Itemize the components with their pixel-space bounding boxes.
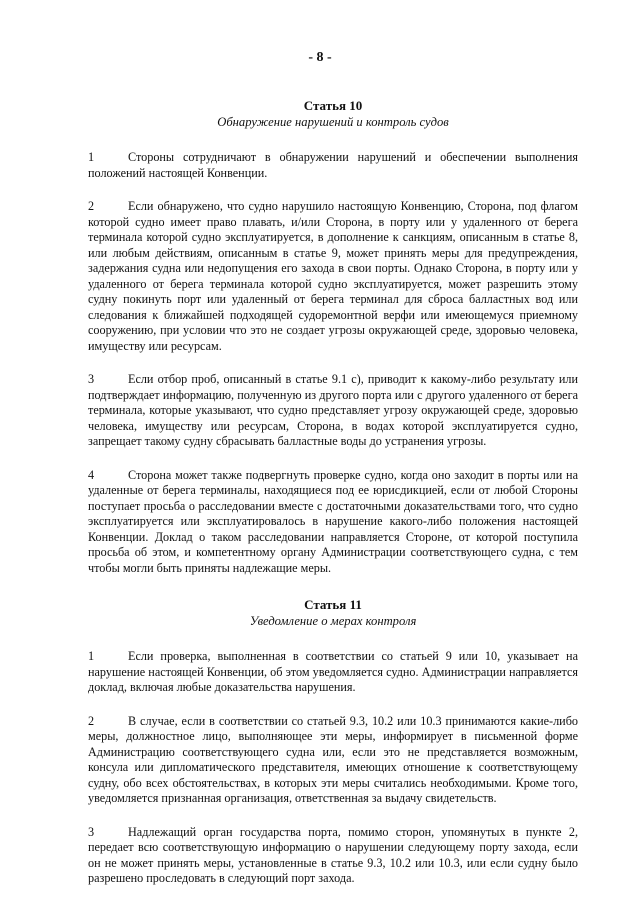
- paragraph-text: Сторона может также подвергнуть проверке судно, когда оно заходит в порты или на удаленные от берега терминалы, находящиеся под ее юрисдикцией, если от любой Стороны поступает просьба о расследовании вместе с достаточными доказательствами того, что судно эксплуатируется или эксплуатировалось в нарушение какого-либо положения настоящей Конвенции. Доклад о таком расследовании направляется Стороне, от которой поступила просьба об этом, и компетентному органу Администрации соответствующего судна, с тем чтобы могли быть приняты надлежащие меры.: [88, 467, 578, 575]
- article-10: [88, 98, 578, 576]
- paragraph: [88, 468, 578, 577]
- document-body: [88, 98, 578, 887]
- paragraph-text: Если проверка, выполненная в соответствии со статьей 9 или 10, указывает на нарушение настоящей Конвенции, об этом уведомляется судно. Администрации направляется доклад, включая любые доказательства нарушения.: [88, 649, 578, 694]
- paragraph-number: 2: [88, 713, 95, 728]
- paragraph-text: Если обнаружено, что судно нарушило настоящую Конвенцию, Сторона, под флагом которой судно имеет право плавать, и/или Сторона, в порту или у удаленного от берега терминала которой судно эксплуатируется, в дополнение к санкциям, описанным в статье 8, или любым действиям, описанным в статье 9, может принять меры для предупреждения, задержания судна или недопущения его захода в свои порты. Однако Сторона, в порту или у удаленного от берега терминала которой судно эксплуатируется, может разрешить этому судну покинуть порт или удаленный от берега терминал для сброса балластных вод или следования к ближайшей подходящей судоремонтной верфи или имеющемуся приемному сооружению, при условии что это не создает угрозы окружающей среде, здоровью человека, имуществу или ресурсам.: [88, 199, 578, 353]
- paragraph-number: 1: [88, 649, 95, 663]
- paragraph-text: Если отбор проб, описанный в статье 9.1 с), приводит к какому-либо результату или подтверждает информацию, полученную из другого порта или с другого удаленного от берега терминала, которые указывают, что судно представляет угрозу окружающей среде, здоровью человека, имуществу или ресурсам, Сторона, в водах которой эксплуатируется судно, запрещает такому судну сбрасывать балластные воды до устранения угрозы.: [88, 372, 578, 448]
- paragraph-number: 4: [88, 467, 95, 482]
- page-number: - 8 -: [308, 50, 332, 65]
- paragraph-text: Стороны сотрудничают в обнаружении нарушений и обеспечении выполнения положений настоящей Конвенции.: [88, 150, 578, 180]
- article-subtitle: Обнаружение нарушений и контроль судов: [217, 114, 449, 129]
- paragraph-text: Надлежащий орган государства порта, помимо сторон, упомянутых в пункте 2, передает всю соответствующую информацию о нарушении следующему порту захода, если он не может принять меры, установленные в статье 9.3, 10.2 или 10.3, или если судну было разрешено проследовать в следующий порт захода.: [88, 824, 578, 885]
- paragraph: [88, 825, 578, 887]
- paragraph: [88, 714, 578, 807]
- paragraph: [88, 649, 578, 696]
- article-subtitle: Уведомление о мерах контроля: [249, 613, 417, 628]
- article-title: Статья 10: [303, 98, 363, 113]
- paragraph-number: 1: [88, 150, 95, 164]
- article-11: [88, 597, 578, 887]
- paragraph: [88, 372, 578, 450]
- paragraph-number: 3: [88, 824, 95, 839]
- paragraph-number: 2: [88, 199, 95, 213]
- paragraph: [88, 150, 578, 181]
- article-title: Статья 11: [304, 597, 362, 612]
- paragraph: [88, 199, 578, 354]
- paragraph-text: В случае, если в соответствии со статьей 9.3, 10.2 или 10.3 принимаются какие-либо меры, должностное лицо, выполняющее эти меры, информирует в письменной форме Администрацию соответствующего судна или, если это не представляется возможным, консула или дипломатического представителя, имеющих отношение к соответствующему судну, обо всех обстоятельствах, в которых эти меры считались необходимыми. Кроме того, уведомляется признанная организация, ответственная за выдачу свидетельств.: [88, 713, 578, 805]
- paragraph-number: 3: [88, 372, 95, 386]
